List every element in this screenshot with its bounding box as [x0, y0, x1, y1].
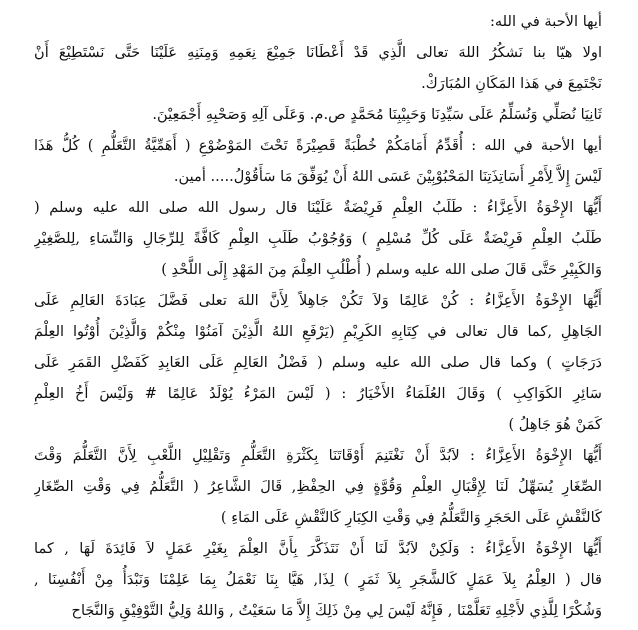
text-line: دَرَجَاتٍ ) وكما قال صلى الله عليه وسلم ( فَضْلُ العَالِمِ عَلَى العَابِدِ كَفَضْلِ القَمَرِ عَلَى: [34, 354, 602, 371]
text-line: أَيُّهَا الإِخْوَةُ الأَعِزَّاءُ : كُنْ عَالِمًا وَلاَ تَكُنْ جَاهِلاً لِأَنَّ اللهَ تعلى فَضَّلَ عِبَادَةَ العَالِمِ عَلَى: [34, 292, 602, 309]
paragraph: [34, 37, 602, 99]
text-line: أَيُّهَا الإِخْوَةُ الأَعِزَّاءُ : طَلَبُ العِلْمِ فَرِيْضَةٌ عَلَيْنَا قال رسول الله صلى الله عليه وسلم (: [34, 199, 602, 216]
text-line: طَلَبُ العِلْمِ فَرِيْضَةٌ عَلَى كُلِّ مُسْلِمٍ ) وَوُجُوْبُ طَلَبِ العِلْمِ كَافَّةً لِلرِّجَالِ وَالنِّسَاءِ ,لِلصَّغِيْرِ: [34, 230, 602, 247]
paragraph: [34, 6, 602, 37]
paragraph: [34, 99, 602, 130]
paragraph: [34, 533, 602, 626]
text-line: الصِّغَارِ يُسَهِّلُ لَنَا لِإِقْبَالِ العِلْمِ وَقُوَّةٍ فِي الحِفْظِ, قَالَ الشَّاعِرُ ( التَّعَلُّمُ فِي وَقْتِ الصِّغَارِ: [34, 478, 602, 495]
text-line: لَيْسَ إِلاَّ لِأَمْرِ أَسَاتِذَتِنَا المَحْبُوْبِيْنَ عَسَى اللهُ أَنْ يُوَفِّقَ مَا سَأَقُوْلُ..... أمين.: [173, 168, 602, 185]
text-line: الجَاهِلِ ,كما قال تعالى في كِتَابِهِ الكَرِيْمِ (يَرْفَعِ اللهُ الَّذِيْنَ آمَنُوْا مِنْكُمْ وَالَّذِيْنَ أُوْتُوا العِلْمَ: [34, 323, 602, 340]
text-line: كَالنَّقْشِ عَلَى الحَجَرِ وَالتَّعَلُّمُ فِي وَقْتِ الكِبَارِ كَالنَّقْشِ عَلَى المَاءِ ): [220, 509, 602, 526]
paragraph: [34, 130, 602, 192]
text-line: وَشُكْرًا لِلَّذِي لأَجْلِهِ تَعَلَّمْنَا , فَإِنَّهُ لَيْسَ لِي مِنْ ذَلِكَ إِلاَّ مَا سَعَيْتُ , وَاللهُ وَلِيُّ التَّوْفِيْقِ وَالنَّجَاح: [71, 602, 602, 619]
text-line: ثَانِيَا نُصَلِّي وَنُسَلِّمُ عَلَى سَيِّدِنَا وَحَبِيْبِنَا مُحَمَّدٍ ص.م. وَعَلَى آلِهِ وَصَحْبِهِ أَجْمَعِيْنَ.: [152, 106, 602, 123]
paragraph: [34, 192, 602, 285]
text-line: اولا هيّا بنا نَشكُرُ اللهَ تعالى الَّذِي قَدْ أَعْطَانَا جَمِيْعَ نِعَمِهِ وَمِنَنِهِ عَلَيْنَا حَتَّى نَسْتَطِيْعَ أَنْ: [34, 44, 602, 61]
text-line: أَيُّهَا الإِخْوَةُ الأَعِزَّاءُ : وَلَكِنْ لاَبُدَّ لَنَا أَنْ نَتَذَكَّرَ بِأَنَّ العِلْمَ بِغَيْرِ عَمَلٍ لاَ فَائِدَةَ لَهَا , كما: [34, 540, 602, 557]
document-page: [34, 6, 602, 626]
text-line: أَيُّهَا الإِخْوَةُ الأَعِزَّاءُ : لاَبُدَّ أَنْ نَغْتَنِمَ أَوْقَاتَنَا بِكَثْرَةِ التَّعَلُّمِ وَتَقْلِيْلِ اللَّعْبِ لِأَنَّ التَّعَلُّمَ وَقْتَ: [34, 447, 602, 464]
paragraph: [34, 440, 602, 533]
text-line: قال ( العِلْمُ بِلاَ عَمَلٍ كَالشَّجَرِ بِلاَ ثَمَرٍ ) لِذَا, هَيَّا بِنَا نَعْمَلُ بِمَا عَلِمْنَا وَنَبْدَأُ مِنْ أَنْفُسِنَا ,: [34, 571, 602, 588]
text-line: أيها الأحبة في الله:: [489, 13, 602, 30]
text-line: نَجْتَمِعَ في هَذا المَكَانِ المُبَارَكْ.: [421, 75, 602, 92]
text-line: وَالكَبِيْرِ حَتَّى قَالَ صلى الله عليه وسلم ( أُطْلُبِ العِلْمَ مِنَ المَهْدِ إِلَى اللَّحْدِ ): [161, 261, 602, 278]
text-line: كَمَنْ هُوَ جَاهِلُ ): [508, 416, 602, 433]
text-line: سَائِرِ الكَوَاكِبِ ) وَقَالَ العُلَمَاءُ الأَخْيَارُ : ( لَيْسَ المَرْءُ يُوْلَدُ عَالِمًا # وَلَيْسَ أَخُ العِلْمِ: [34, 385, 602, 402]
text-line: أيها الأحبة في الله : أُقَدِّمُ أَمَامَكُمْ خُطْبَةً قَصِيْرَةً تَحْتَ المَوْضُوْعِ ( أَهَمِّيَّةُ التَّعَلُّمِ ) كُلُّ هَذَا: [34, 137, 602, 154]
paragraph: [34, 285, 602, 440]
